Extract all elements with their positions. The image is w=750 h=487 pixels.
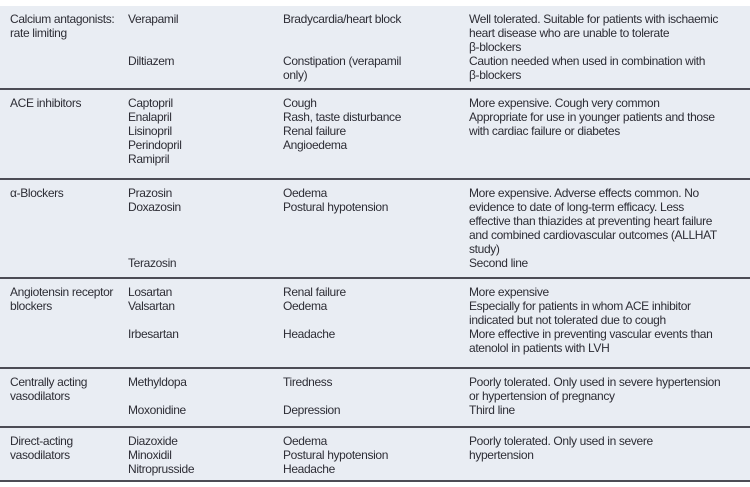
cell-line: β-blockers bbox=[469, 40, 522, 54]
cell-line: Postural hypotension bbox=[283, 200, 389, 214]
cell-line: Diltiazem bbox=[128, 54, 175, 68]
cell-line: Doxazosin bbox=[128, 200, 181, 214]
cell-line: Poorly tolerated. Only used in severe hypertension bbox=[469, 375, 721, 389]
cell-line: vasodilators bbox=[10, 389, 70, 403]
cell-line: Postural hypotension bbox=[283, 448, 389, 462]
cell-line: More effective in preventing vascular events than bbox=[469, 327, 713, 341]
cell-line bbox=[128, 242, 283, 256]
cell-line: Verapamil bbox=[128, 12, 179, 26]
cell-line: Well tolerated. Suitable for patients with ischaemic bbox=[469, 12, 719, 26]
cell-line: Renal failure bbox=[283, 124, 346, 138]
cell-line: Renal failure bbox=[283, 285, 346, 299]
drug-table bbox=[0, 6, 750, 482]
cell-line: Moxonidine bbox=[128, 403, 186, 417]
cell-line: Rash, taste disturbance bbox=[283, 110, 402, 124]
cell-line: heart disease who are unable to tolerate bbox=[469, 26, 670, 40]
cell-line bbox=[128, 26, 283, 40]
side-effects-cell bbox=[283, 285, 469, 363]
comments-cell bbox=[469, 434, 740, 476]
cell-line: More expensive. Cough very common bbox=[469, 96, 660, 110]
cell-line bbox=[283, 313, 469, 327]
cell-line: vasodilators bbox=[10, 448, 70, 462]
cell-line: Angiotensin receptor bbox=[10, 285, 114, 299]
cell-line: Losartan bbox=[128, 285, 172, 299]
comments-cell bbox=[469, 186, 740, 273]
cell-line: Poorly tolerated. Only used in severe bbox=[469, 434, 653, 448]
cell-line: evidence to date of long-term efficacy. Less bbox=[469, 200, 684, 214]
drug-names-cell bbox=[128, 285, 283, 363]
side-effects-cell bbox=[283, 434, 469, 476]
cell-line: Constipation (verapamil bbox=[283, 54, 402, 68]
side-effects-cell bbox=[283, 96, 469, 174]
cell-line: Third line bbox=[469, 403, 515, 417]
cell-line: Calcium antagonists: bbox=[10, 12, 115, 26]
cell-line: blockers bbox=[10, 299, 52, 313]
cell-line: Valsartan bbox=[128, 299, 175, 313]
cell-line bbox=[128, 228, 283, 242]
cell-line: effective than thiazides at preventing heart failure bbox=[469, 214, 713, 228]
table-row bbox=[0, 367, 750, 426]
cell-line: Diazoxide bbox=[128, 434, 178, 448]
cell-line: hypertension bbox=[469, 448, 534, 462]
cell-line: α-Blockers bbox=[10, 186, 64, 200]
cell-line: Direct-acting bbox=[10, 434, 73, 448]
comments-cell bbox=[469, 12, 740, 84]
cell-line: ACE inhibitors bbox=[10, 96, 82, 110]
cell-line: Bradycardia/heart block bbox=[283, 12, 402, 26]
cell-line: only) bbox=[283, 68, 308, 82]
drug-names-cell bbox=[128, 96, 283, 174]
comments-cell bbox=[469, 285, 740, 363]
cell-line bbox=[283, 40, 469, 54]
table-row bbox=[0, 6, 750, 88]
drug-names-cell bbox=[128, 434, 283, 476]
drug-class-cell bbox=[10, 285, 128, 363]
cell-line: Terazosin bbox=[128, 256, 177, 270]
cell-line: More expensive bbox=[469, 285, 549, 299]
drug-names-cell bbox=[128, 186, 283, 273]
cell-line bbox=[128, 214, 283, 228]
cell-line: Nitroprusside bbox=[128, 462, 195, 476]
cell-line: Especially for patients in whom ACE inhibitor bbox=[469, 299, 691, 313]
cell-line: Methyldopa bbox=[128, 375, 187, 389]
cell-line bbox=[128, 313, 283, 327]
cell-line: Appropriate for use in younger patients and those bbox=[469, 110, 715, 124]
cell-line: Lisinopril bbox=[128, 124, 172, 138]
cell-line: study) bbox=[469, 242, 500, 256]
drug-class-cell bbox=[10, 96, 128, 174]
drug-class-cell bbox=[10, 186, 128, 273]
cell-line: Enalapril bbox=[128, 110, 172, 124]
cell-line: Prazosin bbox=[128, 186, 172, 200]
cell-line: rate limiting bbox=[10, 26, 67, 40]
cell-line: Perindopril bbox=[128, 138, 182, 152]
comments-cell bbox=[469, 96, 740, 174]
cell-line: Angioedema bbox=[283, 138, 347, 152]
cell-line: atenolol in patients with LVH bbox=[469, 341, 610, 355]
cell-line: Oedema bbox=[283, 434, 327, 448]
table-row bbox=[0, 426, 750, 480]
cell-line: β-blockers bbox=[469, 68, 522, 82]
cell-line: and combined cardiovascular outcomes (ALLHAT bbox=[469, 228, 717, 242]
drug-class-cell bbox=[10, 375, 128, 422]
cell-line bbox=[283, 26, 469, 40]
drug-names-cell bbox=[128, 375, 283, 422]
cell-line: Ramipril bbox=[128, 152, 170, 166]
comments-cell bbox=[469, 375, 740, 422]
cell-line: Headache bbox=[283, 462, 335, 476]
cell-line bbox=[128, 40, 283, 54]
cell-line bbox=[128, 389, 283, 403]
cell-line: Depression bbox=[283, 403, 341, 417]
cell-line: Caution needed when used in combination with bbox=[469, 54, 706, 68]
cell-line: Headache bbox=[283, 327, 335, 341]
side-effects-cell bbox=[283, 375, 469, 422]
side-effects-cell bbox=[283, 12, 469, 84]
table-row bbox=[0, 178, 750, 277]
cell-line: Oedema bbox=[283, 299, 327, 313]
cell-line: More expensive. Adverse effects common. No bbox=[469, 186, 699, 200]
side-effects-cell bbox=[283, 186, 469, 273]
cell-line: Tiredness bbox=[283, 375, 333, 389]
table-row bbox=[0, 88, 750, 178]
cell-line: with cardiac failure or diabetes bbox=[469, 124, 620, 138]
cell-line: Oedema bbox=[283, 186, 327, 200]
drug-class-cell bbox=[10, 12, 128, 84]
cell-line: Centrally acting bbox=[10, 375, 88, 389]
cell-line: indicated but not tolerated due to cough bbox=[469, 313, 666, 327]
cell-line: Minoxidil bbox=[128, 448, 172, 462]
cell-line: Cough bbox=[283, 96, 317, 110]
cell-line bbox=[283, 389, 469, 403]
cell-line: Captopril bbox=[128, 96, 173, 110]
cell-line: or hypertension of pregnancy bbox=[469, 389, 615, 403]
drug-names-cell bbox=[128, 12, 283, 84]
table-row bbox=[0, 277, 750, 367]
cell-line: Irbesartan bbox=[128, 327, 179, 341]
drug-class-cell bbox=[10, 434, 128, 476]
cell-line: Second line bbox=[469, 256, 528, 270]
